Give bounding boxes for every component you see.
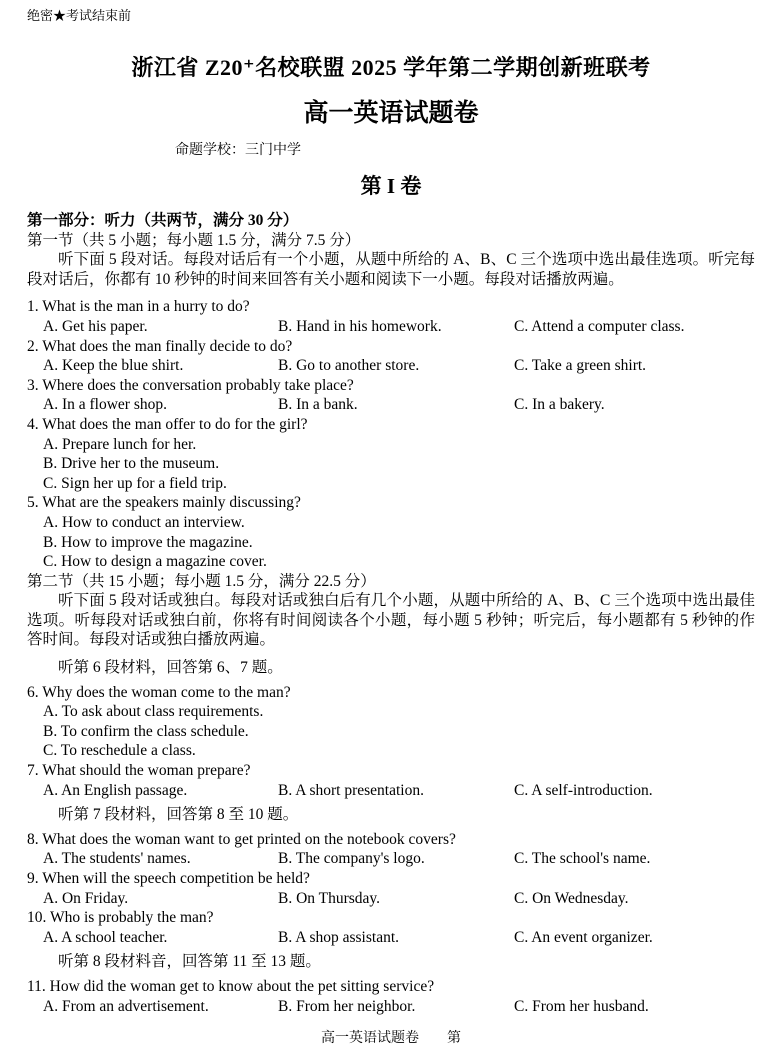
- option: C. A self-introduction.: [514, 781, 653, 799]
- secret-label: 绝密★考试结束前: [27, 8, 132, 23]
- question: [27, 415, 755, 493]
- options-row: [27, 317, 755, 337]
- section-subheading: 第二节（共 15 小题；每小题 1.5 分，满分 22.5 分）: [27, 572, 376, 590]
- question: [27, 683, 755, 761]
- options-row: [27, 928, 755, 948]
- option: A. An English passage.: [43, 781, 188, 799]
- option: C. Sign her up for a field trip.: [43, 474, 227, 492]
- option: A. How to conduct an interview.: [43, 513, 245, 531]
- question-stem: 10. Who is probably the man?: [27, 909, 214, 927]
- question: [27, 908, 755, 947]
- paper-title: 高一英语试题卷: [303, 100, 479, 127]
- option: C. The school's name.: [514, 850, 651, 868]
- material-cue: 听第 7 段材料，回答第 8 至 10 题。: [58, 806, 299, 824]
- option: B. How to improve the magazine.: [43, 533, 253, 551]
- question-stem: 9. When will the speech competition be held?: [27, 870, 310, 887]
- section-subheading: 第一节（共 5 小题；每小题 1.5 分，满分 7.5 分）: [27, 231, 361, 249]
- options-stack: [27, 702, 755, 761]
- question: [27, 830, 755, 869]
- option: B. A shop assistant.: [278, 928, 400, 946]
- question-stem: 11. How did the woman get to know about the pet sitting service?: [27, 977, 435, 995]
- option: B. In a bank.: [278, 396, 358, 414]
- option: C. Take a green shirt.: [514, 357, 647, 375]
- option: A. Get his paper.: [43, 317, 148, 335]
- question-stem: 4. What does the man offer to do for the girl?: [27, 415, 308, 433]
- options-row: [27, 781, 755, 801]
- options-stack: [27, 513, 755, 572]
- option: B. To confirm the class schedule.: [43, 722, 249, 740]
- option: A. On Friday.: [43, 889, 129, 907]
- question-stem: 1. What is the man in a hurry to do?: [27, 298, 250, 316]
- question: [27, 297, 755, 336]
- question: [27, 376, 755, 415]
- question: [27, 761, 755, 800]
- school-line: 命题学校：三门中学: [175, 143, 301, 158]
- question: [27, 337, 755, 376]
- exam-title: 浙江省 Z20⁺名校联盟 2025 学年第二学期创新班联考: [131, 55, 651, 80]
- options-row: [27, 889, 755, 909]
- option: A. In a flower shop.: [43, 396, 167, 414]
- question: [27, 493, 755, 571]
- question-stem: 5. What are the speakers mainly discussing?: [27, 494, 301, 512]
- question: [27, 977, 755, 1016]
- document-body: [27, 211, 755, 1016]
- options-row: [27, 356, 755, 376]
- option: C. On Wednesday.: [514, 889, 629, 907]
- option: B. Drive her to the museum.: [43, 455, 220, 473]
- option: C. To reschedule a class.: [43, 742, 196, 760]
- material-cue: 听第 6 段材料，回答第 6、7 题。: [58, 659, 283, 677]
- options-stack: [27, 435, 755, 494]
- option: C. An event organizer.: [514, 928, 653, 946]
- options-row: [27, 395, 755, 415]
- instructions-paragraph: 听下面 5 段对话。每段对话后有一个小题，从题中所给的 A、B、C 三个选项中选出最佳选项。听完每段对话后，你都有 10 秒钟的时间来回答有关小题和阅读下一小题。每段对话播放两遍。: [27, 251, 755, 288]
- section-heading: 第一部分：听力（共两节，满分 30 分）: [27, 212, 299, 229]
- options-row: [27, 849, 755, 869]
- option: A. Keep the blue shirt.: [43, 357, 184, 375]
- option: A. From an advertisement.: [43, 997, 209, 1015]
- option: A. Prepare lunch for her.: [43, 435, 197, 453]
- volume-title: 第 I 卷: [360, 174, 422, 198]
- option: B. From her neighbor.: [278, 997, 416, 1015]
- question-stem: 3. Where does the conversation probably take place?: [27, 376, 354, 394]
- question-stem: 7. What should the woman prepare?: [27, 762, 251, 780]
- option: B. On Thursday.: [278, 889, 381, 907]
- question-stem: 6. Why does the woman come to the man?: [27, 683, 291, 701]
- option: A. A school teacher.: [43, 928, 168, 946]
- option: B. Go to another store.: [278, 357, 420, 375]
- question-stem: 2. What does the man finally decide to do?: [27, 337, 293, 355]
- option: A. To ask about class requirements.: [43, 703, 264, 721]
- option: C. Attend a computer class.: [514, 317, 685, 335]
- option: B. Hand in his homework.: [278, 317, 442, 335]
- option: B. The company's logo.: [278, 850, 425, 868]
- option: A. The students' names.: [43, 850, 191, 868]
- instructions-paragraph: 听下面 5 段对话或独白。每段对话或独白后有几个小题，从题中所给的 A、B、C 三个选项中选出最佳选项。听每段对话或独白前，你将有时间阅读各个小题，每小题 5 秒钟；听完后，每小题都有 5 秒钟的作答时间。每段对话或独白播放两遍。: [27, 592, 755, 649]
- option: C. In a bakery.: [514, 396, 605, 414]
- option: C. From her husband.: [514, 997, 649, 1015]
- options-row: [27, 997, 755, 1017]
- question-stem: 8. What does the woman want to get printed on the notebook covers?: [27, 830, 456, 848]
- page-footer: 高一英语试题卷 第: [321, 1031, 461, 1046]
- option: C. How to design a magazine cover.: [43, 553, 267, 571]
- question: [27, 869, 755, 908]
- option: B. A short presentation.: [278, 781, 424, 799]
- material-cue: 听第 8 段材料音，回答第 11 至 13 题。: [58, 953, 321, 971]
